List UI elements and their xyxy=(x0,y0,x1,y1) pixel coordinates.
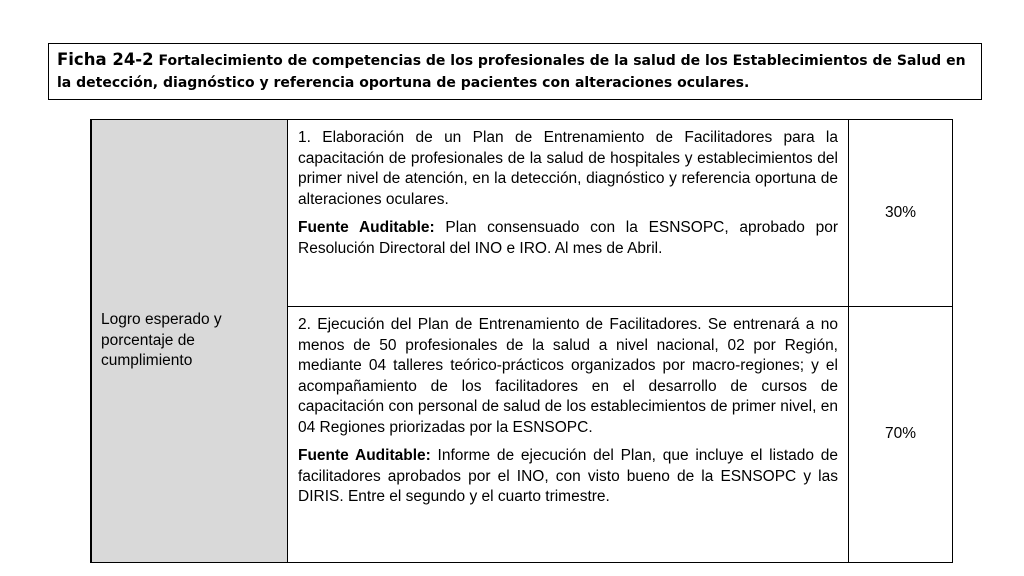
audit-source-label: Fuente Auditable: xyxy=(298,219,435,236)
achievement-table xyxy=(90,119,953,563)
row-label-cell xyxy=(91,120,288,563)
percent-value: 30% xyxy=(884,203,917,221)
audit-source xyxy=(298,446,838,508)
audit-source-text: Plan consensuado con la ESNSOPC, aprobado por Resolución Directoral del INO e IRO. Al mes de Abril. xyxy=(298,219,838,257)
audit-source-text: Informe de ejecución del Plan, que incluye el listado de facilitadores aprobados por el INO, con visto bueno de la ESNSOPC y las DIRIS. Entre el segundo y el cuarto trimestre. xyxy=(298,447,838,505)
row-label: Logro esperado y porcentaje de cumplimiento xyxy=(101,311,222,370)
activity-text: 1. Elaboración de un Plan de Entrenamiento de Facilitadores para la capacitación de profesionales de la salud de hospitales y establecimientos del primer nivel de atención, en la detección, diagnóstico y referencia oportuna de alteraciones oculares. xyxy=(298,129,838,208)
percent-cell xyxy=(849,120,953,307)
description-cell xyxy=(288,120,849,307)
activity-text: 2. Ejecución del Plan de Entrenamiento de Facilitadores. Se entrenará a no menos de 50 profesionales de la salud a nivel nacional, 02 por Región, mediante 04 talleres teórico-prácticos organizados por macro-regiones; y el acompañamiento de los facilitadores en el desarrollo de cursos de capacitación con personal de salud de los establecimientos de primer nivel, en 04 Regiones priorizadas por la ESNSOPC. xyxy=(298,316,838,436)
audit-source xyxy=(298,218,838,259)
description-cell xyxy=(288,307,849,563)
achievement-table-wrap xyxy=(90,119,917,546)
ficha-number: Ficha 24-2 xyxy=(57,50,154,69)
audit-source-label: Fuente Auditable: xyxy=(298,447,431,464)
ficha-title: Fortalecimiento de competencias de los profesionales de la salud de los Establecimientos de Salud en la detección, diagnóstico y referencia oportuna de pacientes con alteraciones oculares. xyxy=(57,53,966,91)
ficha-title-box xyxy=(48,43,982,100)
percent-value: 70% xyxy=(884,425,917,443)
table-row xyxy=(91,120,953,307)
percent-cell xyxy=(849,307,953,563)
